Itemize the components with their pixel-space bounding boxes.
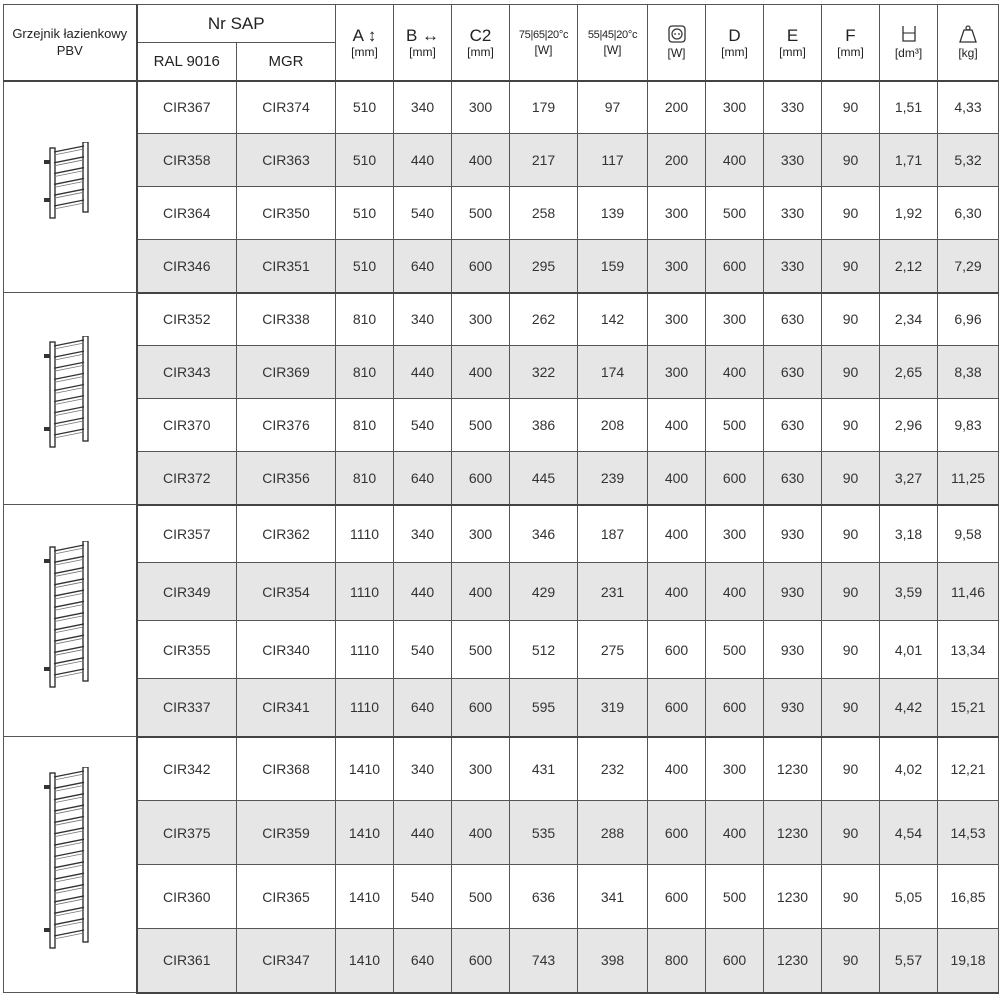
power-75-header: 75|65|20°c [W] [510, 5, 578, 81]
table-cell: 90 [822, 187, 880, 240]
table-cell: 275 [578, 621, 648, 679]
table-cell: 90 [822, 737, 880, 801]
table-cell: 630 [764, 346, 822, 399]
table-cell: 11,46 [938, 563, 999, 621]
table-cell: 9,83 [938, 399, 999, 452]
table-cell: 300 [452, 737, 510, 801]
table-cell: 540 [394, 399, 452, 452]
table-cell: 3,18 [880, 505, 938, 563]
table-cell: 600 [648, 801, 706, 865]
table-cell: 810 [336, 346, 394, 399]
table-cell: 90 [822, 865, 880, 929]
table-cell: 400 [648, 737, 706, 801]
table-cell: 13,34 [938, 621, 999, 679]
table-cell: CIR362 [237, 505, 336, 563]
table-cell: 398 [578, 929, 648, 993]
table-cell: CIR358 [137, 134, 237, 187]
table-cell: 400 [452, 563, 510, 621]
table-cell: 510 [336, 134, 394, 187]
table-cell: 636 [510, 865, 578, 929]
table-cell: 1230 [764, 737, 822, 801]
product-header: Grzejnik łazienkowy PBV [4, 5, 137, 81]
table-row [4, 346, 999, 399]
table-cell: 500 [706, 621, 764, 679]
table-cell: 300 [706, 505, 764, 563]
table-cell: 4,01 [880, 621, 938, 679]
table-cell: 800 [648, 929, 706, 993]
table-cell: 1,51 [880, 81, 938, 134]
table-cell: 810 [336, 452, 394, 505]
table-cell: 258 [510, 187, 578, 240]
radiator-image [4, 505, 137, 737]
table-cell: CIR368 [237, 737, 336, 801]
horizontal-arrow-icon: ↔ [422, 25, 440, 45]
table-cell: 4,02 [880, 737, 938, 801]
table-cell: 4,33 [938, 81, 999, 134]
table-cell: 1110 [336, 563, 394, 621]
c2-header: C2 [mm] [452, 5, 510, 81]
table-cell: 630 [764, 293, 822, 346]
table-cell: 1230 [764, 865, 822, 929]
table-cell: 90 [822, 452, 880, 505]
weight-icon [958, 24, 978, 44]
volume-header: [dm³] [880, 5, 938, 81]
table-cell: 1110 [336, 679, 394, 737]
table-cell: 341 [578, 865, 648, 929]
table-cell: CIR354 [237, 563, 336, 621]
table-cell: 117 [578, 134, 648, 187]
table-cell: 4,42 [880, 679, 938, 737]
table-cell: 6,30 [938, 187, 999, 240]
table-cell: 510 [336, 240, 394, 293]
table-cell: 640 [394, 240, 452, 293]
table-cell: 1230 [764, 801, 822, 865]
table-row [4, 293, 999, 346]
table-cell: CIR359 [237, 801, 336, 865]
table-cell: 500 [452, 865, 510, 929]
table-cell: 231 [578, 563, 648, 621]
table-cell: 232 [578, 737, 648, 801]
table-cell: 200 [648, 81, 706, 134]
towel-radiator-icon [40, 142, 100, 232]
table-cell: CIR372 [137, 452, 237, 505]
table-cell: 540 [394, 621, 452, 679]
radiator-spec-table [3, 4, 999, 994]
table-cell: 600 [648, 621, 706, 679]
towel-radiator-icon [40, 767, 100, 962]
table-cell: 2,96 [880, 399, 938, 452]
table-cell: 90 [822, 81, 880, 134]
table-cell: 510 [336, 81, 394, 134]
table-cell: 500 [452, 621, 510, 679]
table-cell: 9,58 [938, 505, 999, 563]
table-row [4, 679, 999, 737]
table-cell: 300 [648, 240, 706, 293]
table-cell: 1410 [336, 865, 394, 929]
table-cell: 445 [510, 452, 578, 505]
table-cell: 7,29 [938, 240, 999, 293]
table-cell: 340 [394, 81, 452, 134]
socket-icon [667, 24, 687, 44]
f-header: F [mm] [822, 5, 880, 81]
table-cell: 600 [706, 240, 764, 293]
table-cell: 142 [578, 293, 648, 346]
table-cell: 500 [452, 187, 510, 240]
table-cell: 90 [822, 293, 880, 346]
table-cell: 440 [394, 134, 452, 187]
table-cell: 330 [764, 134, 822, 187]
table-cell: 500 [706, 399, 764, 452]
table-cell: 90 [822, 621, 880, 679]
table-cell: 16,85 [938, 865, 999, 929]
table-cell: 5,32 [938, 134, 999, 187]
radiator-image [4, 737, 137, 993]
table-cell: 810 [336, 399, 394, 452]
table-cell: 262 [510, 293, 578, 346]
table-cell: 1,92 [880, 187, 938, 240]
table-cell: 400 [648, 399, 706, 452]
table-cell: 400 [706, 134, 764, 187]
electric-power-header: [W] [648, 5, 706, 81]
table-cell: 630 [764, 452, 822, 505]
table-cell: 540 [394, 865, 452, 929]
table-cell: 5,05 [880, 865, 938, 929]
table-cell: 400 [706, 801, 764, 865]
table-cell: 330 [764, 240, 822, 293]
table-cell: 2,65 [880, 346, 938, 399]
table-cell: 1110 [336, 505, 394, 563]
table-cell: 440 [394, 563, 452, 621]
table-cell: 322 [510, 346, 578, 399]
table-cell: 600 [706, 679, 764, 737]
table-cell: 810 [336, 293, 394, 346]
table-row [4, 452, 999, 505]
table-cell: 3,59 [880, 563, 938, 621]
d-header: D [mm] [706, 5, 764, 81]
table-cell: 90 [822, 505, 880, 563]
table-cell: CIR370 [137, 399, 237, 452]
table-cell: 300 [452, 81, 510, 134]
table-cell: 400 [648, 563, 706, 621]
table-cell: 743 [510, 929, 578, 993]
table-cell: 500 [706, 865, 764, 929]
table-cell: 346 [510, 505, 578, 563]
table-cell: 1110 [336, 621, 394, 679]
e-header: E [mm] [764, 5, 822, 81]
table-cell: 159 [578, 240, 648, 293]
table-cell: 15,21 [938, 679, 999, 737]
table-cell: CIR341 [237, 679, 336, 737]
power-55-header: 55|45|20°c [W] [578, 5, 648, 81]
table-cell: 187 [578, 505, 648, 563]
table-cell: 630 [764, 399, 822, 452]
table-cell: 319 [578, 679, 648, 737]
table-cell: 97 [578, 81, 648, 134]
table-cell: CIR342 [137, 737, 237, 801]
table-cell: CIR350 [237, 187, 336, 240]
table-cell: CIR357 [137, 505, 237, 563]
table-cell: 1410 [336, 929, 394, 993]
mgr-header: MGR [237, 43, 336, 81]
table-cell: CIR346 [137, 240, 237, 293]
table-cell: 400 [706, 563, 764, 621]
table-cell: 429 [510, 563, 578, 621]
table-cell: 600 [452, 240, 510, 293]
weight-header: [kg] [938, 5, 999, 81]
table-row [4, 134, 999, 187]
table-cell: CIR355 [137, 621, 237, 679]
table-cell: 90 [822, 563, 880, 621]
table-cell: 139 [578, 187, 648, 240]
table-cell: 440 [394, 346, 452, 399]
table-cell: 500 [452, 399, 510, 452]
table-cell: CIR343 [137, 346, 237, 399]
table-cell: 12,21 [938, 737, 999, 801]
table-cell: 640 [394, 679, 452, 737]
table-cell: 8,38 [938, 346, 999, 399]
table-cell: 300 [648, 293, 706, 346]
table-cell: 600 [452, 452, 510, 505]
table-cell: 2,34 [880, 293, 938, 346]
ral-header: RAL 9016 [137, 43, 237, 81]
table-cell: 90 [822, 346, 880, 399]
table-cell: CIR352 [137, 293, 237, 346]
table-cell: 400 [706, 346, 764, 399]
table-cell: 11,25 [938, 452, 999, 505]
table-cell: 400 [648, 505, 706, 563]
table-cell: 300 [706, 737, 764, 801]
table-cell: 640 [394, 929, 452, 993]
table-cell: 400 [452, 801, 510, 865]
table-cell: CIR338 [237, 293, 336, 346]
table-cell: 90 [822, 134, 880, 187]
radiator-image [4, 81, 137, 293]
table-cell: CIR364 [137, 187, 237, 240]
table-cell: 930 [764, 563, 822, 621]
table-row [4, 240, 999, 293]
table-cell: 330 [764, 81, 822, 134]
table-cell: 300 [452, 505, 510, 563]
table-cell: 300 [648, 346, 706, 399]
table-cell: CIR347 [237, 929, 336, 993]
table-cell: 1410 [336, 801, 394, 865]
table-cell: 400 [452, 346, 510, 399]
table-cell: CIR349 [137, 563, 237, 621]
table-row [4, 621, 999, 679]
table-cell: CIR360 [137, 865, 237, 929]
table-cell: 340 [394, 293, 452, 346]
table-cell: 90 [822, 929, 880, 993]
table-cell: CIR351 [237, 240, 336, 293]
table-cell: CIR365 [237, 865, 336, 929]
table-cell: 930 [764, 505, 822, 563]
table-cell: 2,12 [880, 240, 938, 293]
table-cell: 400 [452, 134, 510, 187]
table-cell: 340 [394, 505, 452, 563]
table-cell: 288 [578, 801, 648, 865]
table-row [4, 505, 999, 563]
table-cell: CIR340 [237, 621, 336, 679]
table-cell: 90 [822, 801, 880, 865]
table-cell: 600 [706, 929, 764, 993]
table-cell: CIR361 [137, 929, 237, 993]
table-cell: 510 [336, 187, 394, 240]
table-cell: 930 [764, 679, 822, 737]
table-cell: CIR376 [237, 399, 336, 452]
table-cell: CIR369 [237, 346, 336, 399]
table-row [4, 81, 999, 134]
table-cell: 640 [394, 452, 452, 505]
table-cell: 295 [510, 240, 578, 293]
table-cell: 600 [452, 929, 510, 993]
table-cell: 600 [648, 865, 706, 929]
sap-header: Nr SAP [137, 5, 336, 43]
table-cell: CIR367 [137, 81, 237, 134]
table-cell: 5,57 [880, 929, 938, 993]
table-cell: 386 [510, 399, 578, 452]
table-cell: 1230 [764, 929, 822, 993]
table-cell: 300 [706, 81, 764, 134]
table-cell: 200 [648, 134, 706, 187]
table-cell: 1410 [336, 737, 394, 801]
table-cell: 90 [822, 240, 880, 293]
table-cell: 595 [510, 679, 578, 737]
table-cell: 90 [822, 679, 880, 737]
table-cell: 535 [510, 801, 578, 865]
table-cell: 600 [452, 679, 510, 737]
height-a-header: A ↕ [mm] [336, 5, 394, 81]
table-cell: 400 [648, 452, 706, 505]
table-cell: 6,96 [938, 293, 999, 346]
table-row [4, 865, 999, 929]
table-cell: CIR374 [237, 81, 336, 134]
table-cell: 330 [764, 187, 822, 240]
towel-radiator-icon [40, 541, 100, 701]
table-row [4, 929, 999, 993]
table-cell: 174 [578, 346, 648, 399]
table-cell: 208 [578, 399, 648, 452]
table-cell: 179 [510, 81, 578, 134]
table-cell: 300 [706, 293, 764, 346]
table-cell: 14,53 [938, 801, 999, 865]
table-cell: 540 [394, 187, 452, 240]
radiator-image [4, 293, 137, 505]
table-cell: 300 [452, 293, 510, 346]
container-icon [899, 24, 919, 44]
table-cell: 600 [706, 452, 764, 505]
table-cell: CIR375 [137, 801, 237, 865]
towel-radiator-icon [40, 336, 100, 461]
table-cell: CIR363 [237, 134, 336, 187]
table-row [4, 737, 999, 801]
table-cell: 300 [648, 187, 706, 240]
table-cell: 500 [706, 187, 764, 240]
table-cell: 217 [510, 134, 578, 187]
table-row [4, 801, 999, 865]
table-cell: 239 [578, 452, 648, 505]
vertical-arrow-icon: ↕ [367, 25, 377, 45]
table-cell: CIR356 [237, 452, 336, 505]
table-cell: 1,71 [880, 134, 938, 187]
table-cell: 3,27 [880, 452, 938, 505]
table-cell: 930 [764, 621, 822, 679]
table-cell: 340 [394, 737, 452, 801]
table-cell: 440 [394, 801, 452, 865]
table-cell: CIR337 [137, 679, 237, 737]
table-row [4, 399, 999, 452]
table-cell: 90 [822, 399, 880, 452]
table-cell: 512 [510, 621, 578, 679]
table-row [4, 563, 999, 621]
table-cell: 431 [510, 737, 578, 801]
table-cell: 600 [648, 679, 706, 737]
width-b-header: B ↔ [mm] [394, 5, 452, 81]
table-row [4, 187, 999, 240]
table-cell: 4,54 [880, 801, 938, 865]
table-cell: 19,18 [938, 929, 999, 993]
